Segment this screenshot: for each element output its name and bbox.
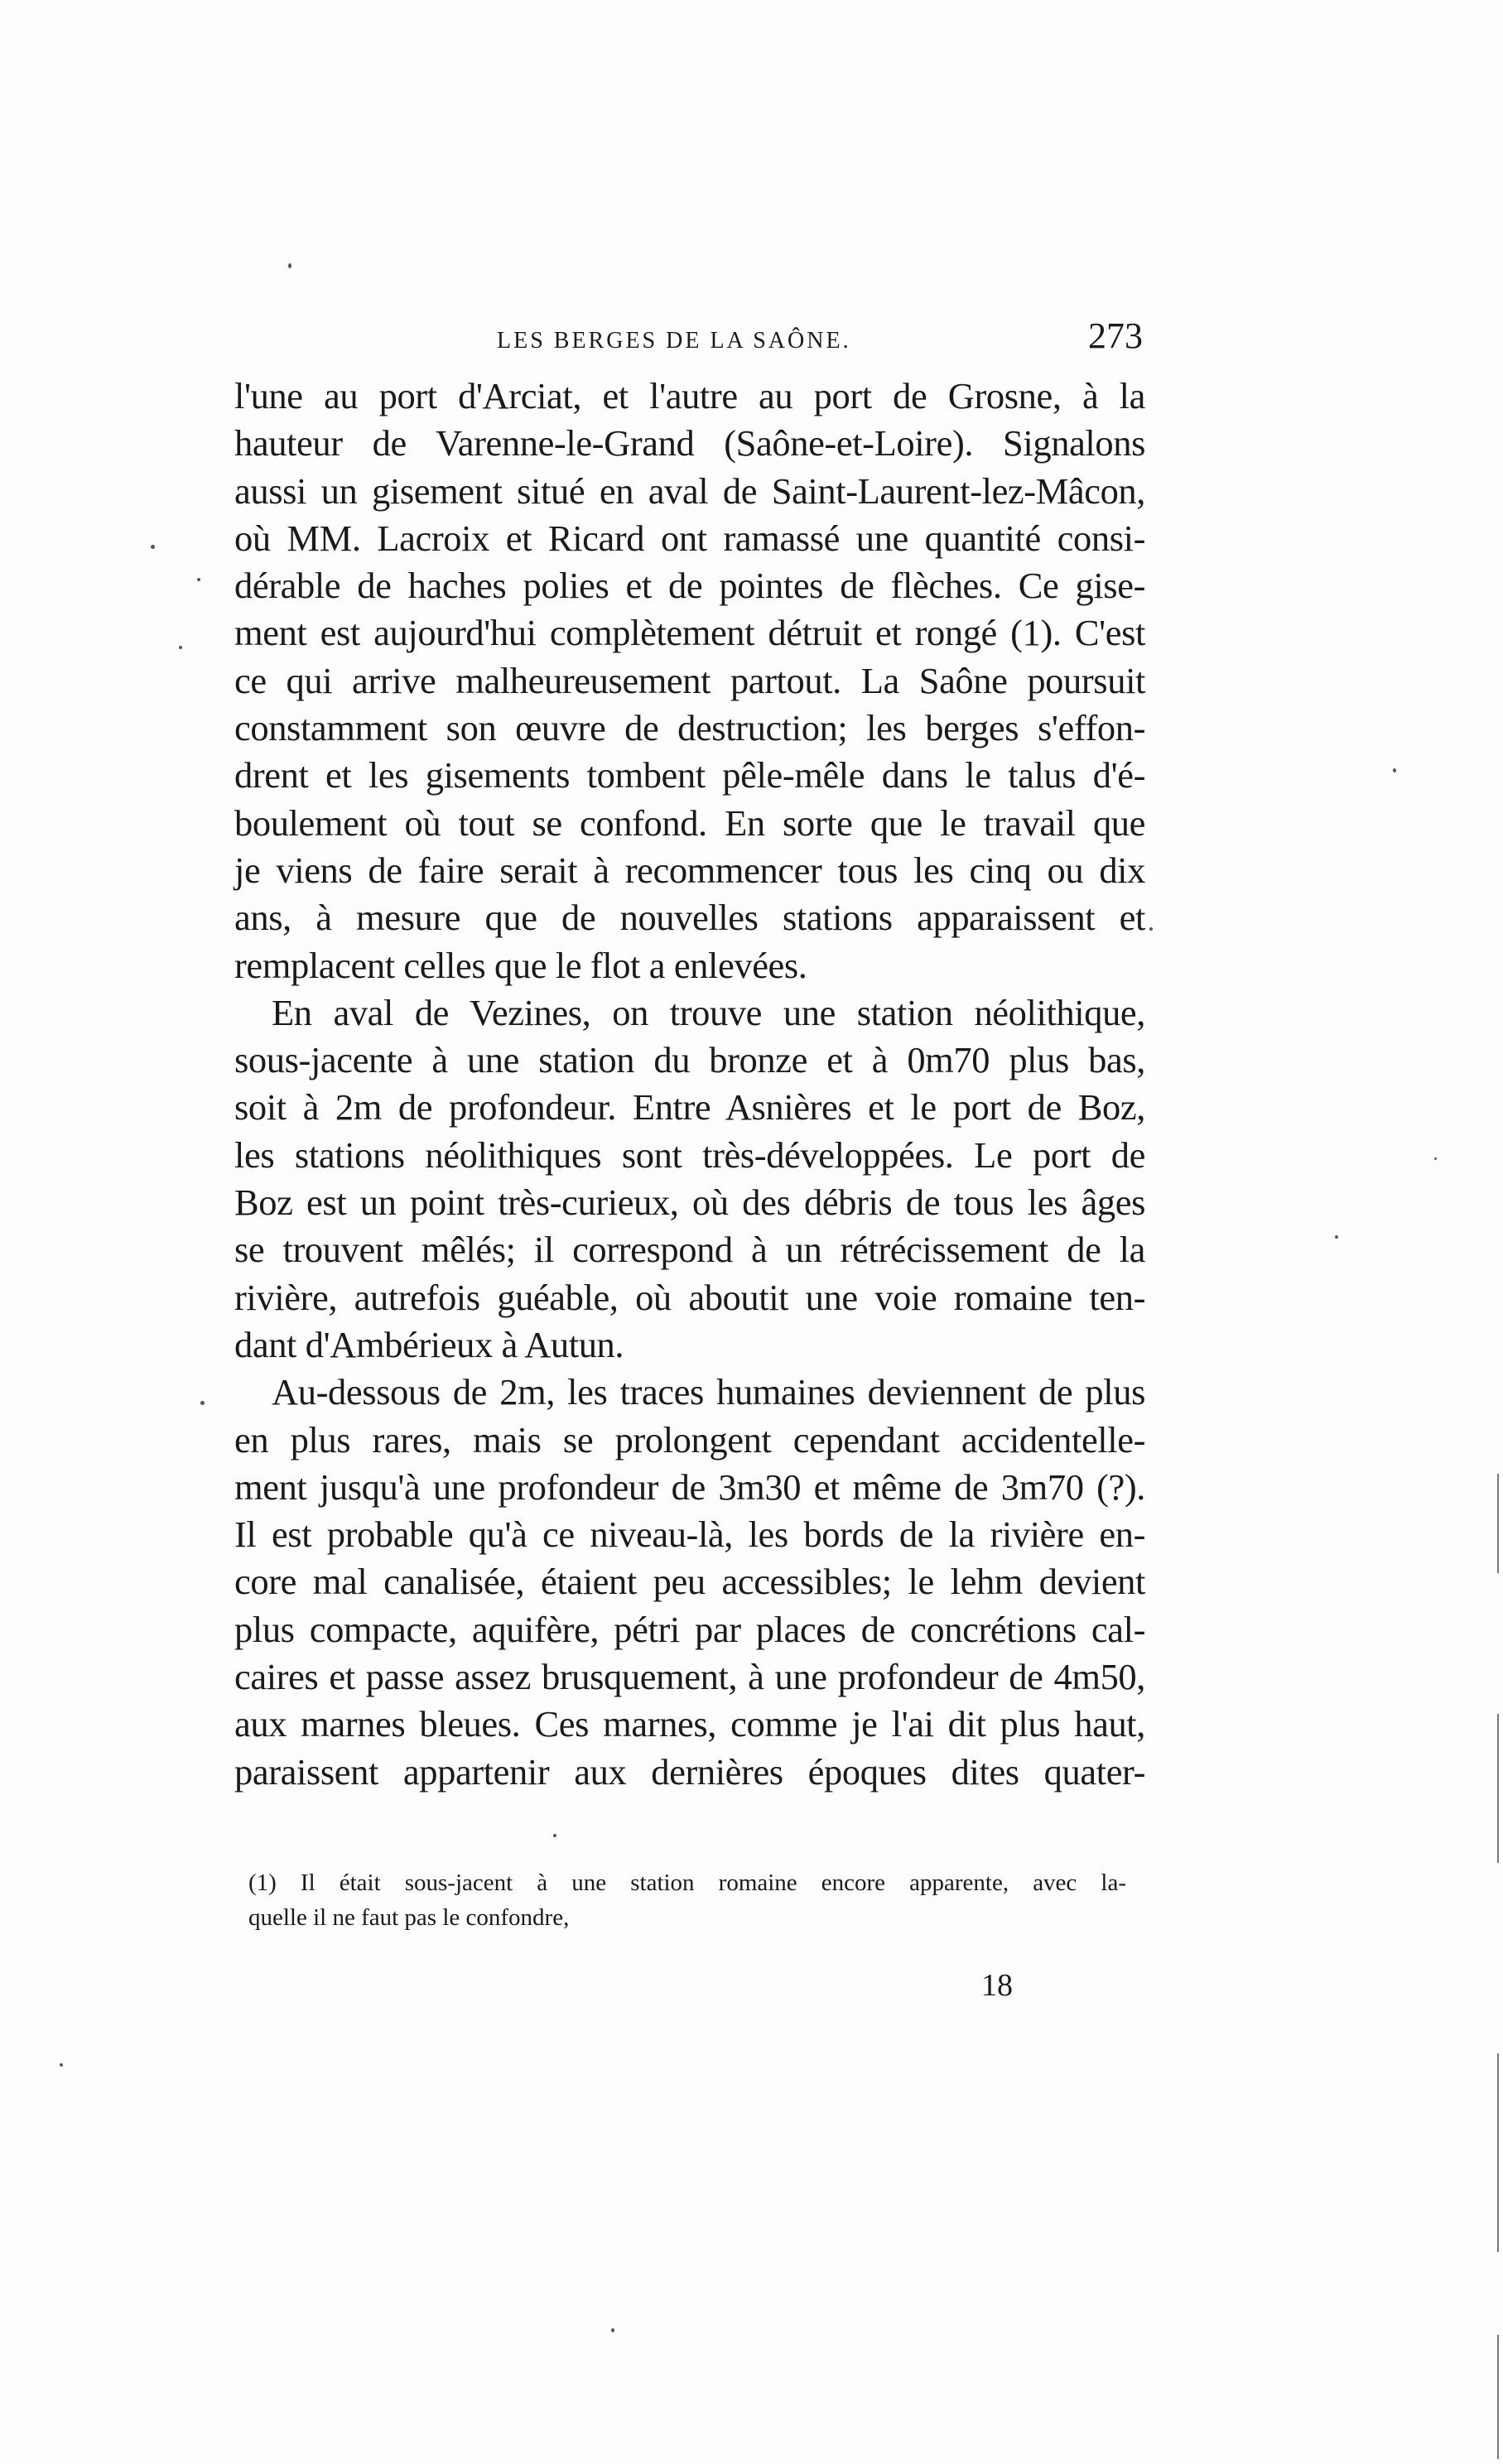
scan-speck (1434, 1157, 1437, 1160)
text-line: sous-jacente à une station du bronze et à 0m70 plus bas, (234, 1039, 1145, 1081)
scan-edge-line (1497, 2335, 1499, 2459)
scan-speck (1149, 927, 1153, 931)
scan-speck (197, 578, 200, 581)
text-line: ment jusqu'à une profondeur de 3m30 et même de 3m70 (?). (234, 1465, 1145, 1508)
scan-speck (179, 646, 182, 649)
running-head (240, 315, 1143, 364)
text-line: se trouvent mêlés; il correspond à un rétrécissement de la (234, 1229, 1145, 1271)
scan-edge-line (1497, 2053, 1499, 2252)
footnotes (248, 1865, 1126, 1935)
text-line: aux marnes bleues. Ces marnes, comme je l'ai dit plus haut, (234, 1703, 1145, 1745)
text-line: dérable de haches polies et de pointes de flèches. Ce gise- (234, 565, 1145, 607)
running-title: LES BERGES DE LA SAÔNE. (497, 328, 851, 354)
text-line: boulement où tout se confond. En sorte que le travail que (234, 801, 1145, 844)
text-line: rivière, autrefois guéable, où aboutit une voie romaine ten- (234, 1276, 1145, 1318)
signature-mark: 18 (981, 1968, 1013, 2003)
text-line: dant d'Ambérieux à Autun. (234, 1323, 624, 1365)
scan-speck (288, 263, 291, 268)
scan-speck (1335, 1235, 1338, 1239)
body-text (234, 373, 1145, 1796)
text-line: ans, à mesure que de nouvelles stations apparaissent et (234, 897, 1145, 939)
page-number: 273 (1088, 315, 1143, 356)
text-line: ment est aujourd'hui complètement détruit et rongé (1). C'est (234, 612, 1145, 654)
text-line: l'une au port d'Arciat, et l'autre au port de Grosne, à la (234, 375, 1145, 416)
scan-edge-line (1497, 1714, 1499, 1863)
text-line: remplacent celles que le flot a enlevées. (234, 944, 807, 986)
text-line: Boz est un point très-curieux, où des débris de tous les âges (234, 1181, 1145, 1224)
scan-speck (1393, 768, 1396, 772)
text-line: constamment son œuvre de destruction; les berges s'effon- (234, 707, 1145, 749)
text-line: hauteur de Varenne-le-Grand (Saône-et-Loire). Signalons (234, 422, 1145, 464)
scan-speck (553, 1834, 556, 1837)
text-line: core mal canalisée, étaient peu accessibles; le lehm devient (234, 1561, 1145, 1603)
text-line: caires et passe assez brusquement, à une profondeur de 4m50, (234, 1656, 1145, 1698)
scan-speck (611, 2328, 614, 2332)
scan-edge-line (1497, 1474, 1499, 1573)
text-line: où MM. Lacroix et Ricard ont ramassé une quantité consi- (234, 517, 1145, 559)
footnote-line: (1) Il était sous-jacent à une station romaine encore apparente, avec la- (248, 1870, 1126, 1896)
text-line: paraissent appartenir aux dernières époques dites quater- (234, 1750, 1145, 1793)
text-line: aussi un gisement situé en aval de Saint-Laurent-lez-Mâcon, (234, 469, 1145, 512)
text-line: Au-dessous de 2m, les traces humaines deviennent de plus (272, 1371, 1145, 1413)
scan-speck (60, 2063, 63, 2067)
text-line: soit à 2m de profondeur. Entre Asnières et le port de Boz, (234, 1086, 1145, 1129)
text-line: plus compacte, aquifère, pétri par places de concrétions cal- (234, 1608, 1145, 1650)
text-line: les stations néolithiques sont très-développées. Le port de (234, 1133, 1145, 1176)
scan-speck (151, 545, 155, 549)
text-line: En aval de Vezines, on trouve une station néolithique, (272, 991, 1145, 1033)
text-line: ce qui arrive malheureusement partout. La Saône poursuit (234, 659, 1145, 701)
text-line: Il est probable qu'à ce niveau-là, les bords de la rivière en- (234, 1514, 1145, 1556)
footnote-line: quelle il ne faut pas le confondre, (248, 1904, 570, 1931)
scan-speck (200, 1401, 205, 1405)
text-line: drent et les gisements tombent pêle-mêle dans le talus d'é- (234, 754, 1145, 796)
text-line: en plus rares, mais se prolongent cependant accidentelle- (234, 1418, 1145, 1461)
text-line: je viens de faire serait à recommencer tous les cinq ou dix (234, 849, 1145, 891)
